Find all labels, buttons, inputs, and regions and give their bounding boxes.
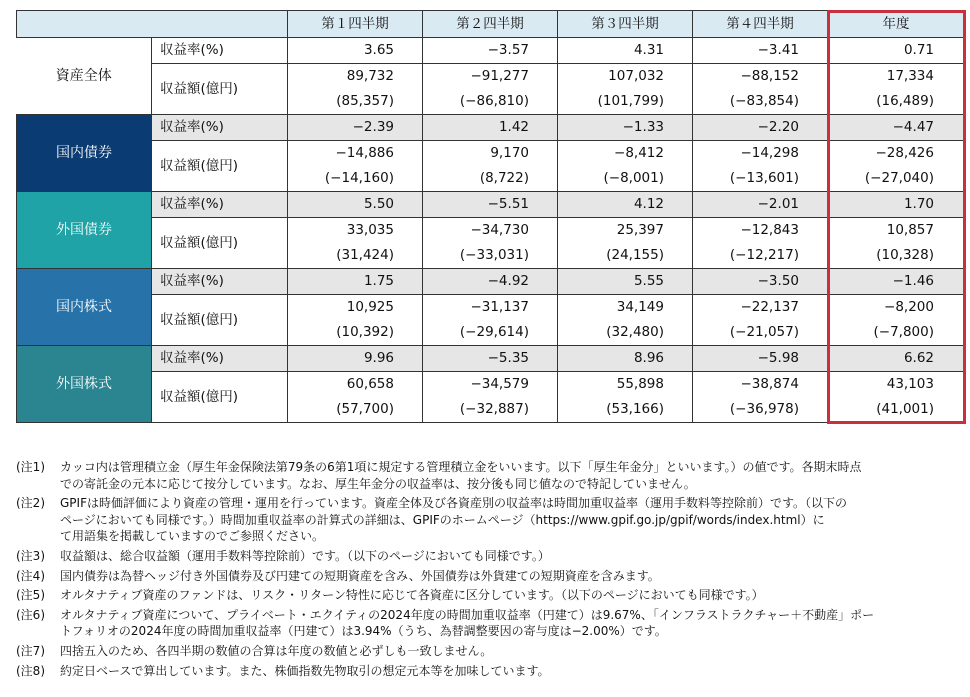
note-tag: (注7) [16, 643, 45, 658]
pension-amount-cell: (−14,160) [288, 166, 423, 192]
rate-cell: −4.92 [423, 269, 558, 295]
amount-cell: 10,925 [288, 295, 423, 321]
note-item [16, 459, 966, 492]
amount-cell: −38,874 [693, 372, 828, 398]
rate-label: 収益率(%) [152, 192, 288, 218]
amount-cell: 107,032 [558, 64, 693, 90]
rate-cell: 1.42 [423, 115, 558, 141]
pension-amount-cell: (−33,031) [423, 243, 558, 269]
rate-cell: −2.20 [693, 115, 828, 141]
pension-amount-cell: (41,001) [828, 397, 965, 423]
amount-cell: −31,137 [423, 295, 558, 321]
pension-amount-cell: (−32,887) [423, 397, 558, 423]
amount-cell: 89,732 [288, 64, 423, 90]
note-line: ページにおいても同様です。）時間加重収益率の計算式の詳細は、GPIFのホームページ（https://www.gpif.go.jp/gpif/words/index.html）に [60, 512, 825, 527]
rate-cell: 4.12 [558, 192, 693, 218]
pension-amount-cell: (−12,217) [693, 243, 828, 269]
header-fiscal-year: 年度 [828, 11, 965, 38]
pension-amount-cell: (16,489) [828, 89, 965, 115]
rate-label: 収益率(%) [152, 346, 288, 372]
asset-class-label: 資産全体 [17, 38, 152, 115]
pension-amount-cell: (53,166) [558, 397, 693, 423]
note-tag: (注4) [16, 568, 45, 583]
table-row [17, 372, 965, 398]
rate-cell: 5.50 [288, 192, 423, 218]
rate-cell: 6.62 [828, 346, 965, 372]
note-tag: (注6) [16, 607, 45, 622]
note-item [16, 568, 966, 585]
pension-amount-cell: (−13,601) [693, 166, 828, 192]
rate-cell: 5.55 [558, 269, 693, 295]
rate-cell: 9.96 [288, 346, 423, 372]
note-tag: (注3) [16, 548, 45, 563]
note-line: て用語集を掲載していますのでご参照ください。 [60, 529, 325, 544]
rate-label: 収益率(%) [152, 38, 288, 64]
rate-cell: −2.39 [288, 115, 423, 141]
table-row [17, 64, 965, 90]
rate-cell: −3.50 [693, 269, 828, 295]
amount-cell: −34,730 [423, 218, 558, 244]
amount-cell: −22,137 [693, 295, 828, 321]
rate-cell: 4.31 [558, 38, 693, 64]
note-line: オルタナティブ資産について、プライベート・エクイティの2024年度の時間加重収益率（円建て）は9.67%、「インフラストラクチャー＋不動産」ポー [60, 607, 875, 622]
note-tag: (注1) [16, 460, 45, 474]
note-item [16, 587, 966, 604]
header-q3: 第３四半期 [558, 11, 693, 38]
table-row [17, 269, 965, 295]
table-row [17, 346, 965, 372]
table-row [17, 192, 965, 218]
pension-amount-cell: (31,424) [288, 243, 423, 269]
note-line: での寄託金の元本に応じて按分しています。なお、厚生年金分の収益率は、按分後も同じ値なので特記していません。 [60, 476, 696, 491]
note-item [16, 495, 966, 545]
header-q2: 第２四半期 [423, 11, 558, 38]
amount-cell: −8,200 [828, 295, 965, 321]
amount-cell: −8,412 [558, 141, 693, 167]
amount-label: 収益額(億円) [152, 141, 288, 192]
table-header-row [17, 11, 965, 38]
note-line: カッコ内は管理積立金（厚生年金保険法第79条の6第1項に規定する管理積立金をいいます。以下「厚生年金分」といいます。）の値です。各期末時点 [60, 460, 862, 474]
amount-cell: 43,103 [828, 372, 965, 398]
pension-amount-cell: (8,722) [423, 166, 558, 192]
amount-cell: −34,579 [423, 372, 558, 398]
table-row [17, 141, 965, 167]
amount-cell: 9,170 [423, 141, 558, 167]
pension-amount-cell: (85,357) [288, 89, 423, 115]
rate-label: 収益率(%) [152, 269, 288, 295]
returns-table-container [16, 10, 964, 423]
rate-cell: −1.46 [828, 269, 965, 295]
pension-amount-cell: (−21,057) [693, 320, 828, 346]
rate-cell: 3.65 [288, 38, 423, 64]
asset-class-label: 外国債券 [17, 192, 152, 269]
header-corner [17, 11, 288, 38]
note-item [16, 663, 966, 680]
rate-cell: −3.41 [693, 38, 828, 64]
amount-label: 収益額(億円) [152, 64, 288, 115]
pension-amount-cell: (−7,800) [828, 320, 965, 346]
rate-cell: −1.33 [558, 115, 693, 141]
table-row [17, 295, 965, 321]
header-q1: 第１四半期 [288, 11, 423, 38]
note-line: 国内債券は為替ヘッジ付き外国債券及び円建ての短期資産を含み、外国債券は外貨建ての短期資産を含みます。 [60, 568, 660, 583]
amount-cell: −28,426 [828, 141, 965, 167]
pension-amount-cell: (32,480) [558, 320, 693, 346]
amount-cell: 25,397 [558, 218, 693, 244]
note-line: 収益額は、総合収益額（運用手数料等控除前）です。（以下のページにおいても同様です。） [60, 548, 550, 563]
asset-class-label: 外国株式 [17, 346, 152, 423]
note-line: 約定日ベースで算出しています。また、株価指数先物取引の想定元本等を加味しています。 [60, 663, 550, 678]
returns-table [16, 10, 965, 423]
rate-cell: 1.70 [828, 192, 965, 218]
note-line: トフォリオの2024年度の時間加重収益率（円建て）は3.94%（うち、為替調整要因の寄与度は−2.00%）です。 [60, 624, 667, 639]
note-tag: (注5) [16, 588, 45, 603]
amount-cell: 34,149 [558, 295, 693, 321]
note-item [16, 607, 966, 640]
pension-amount-cell: (10,328) [828, 243, 965, 269]
pension-amount-cell: (24,155) [558, 243, 693, 269]
amount-label: 収益額(億円) [152, 218, 288, 269]
pension-amount-cell: (−8,001) [558, 166, 693, 192]
pension-amount-cell: (57,700) [288, 397, 423, 423]
rate-cell: 8.96 [558, 346, 693, 372]
note-line: GPIFは時価評価により資産の管理・運用を行っています。資産全体及び各資産別の収益率は時間加重収益率（運用手数料等控除前）です。（以下の [60, 496, 848, 511]
amount-cell: −14,298 [693, 141, 828, 167]
table-row [17, 115, 965, 141]
amount-label: 収益額(億円) [152, 295, 288, 346]
amount-cell: 55,898 [558, 372, 693, 398]
note-tag: (注2) [16, 496, 45, 511]
pension-amount-cell: (10,392) [288, 320, 423, 346]
pension-amount-cell: (−27,040) [828, 166, 965, 192]
header-q4: 第４四半期 [693, 11, 828, 38]
asset-class-label: 国内株式 [17, 269, 152, 346]
amount-cell: −14,886 [288, 141, 423, 167]
asset-class-label: 国内債券 [17, 115, 152, 192]
amount-cell: 60,658 [288, 372, 423, 398]
table-row [17, 218, 965, 244]
rate-label: 収益率(%) [152, 115, 288, 141]
pension-amount-cell: (−36,978) [693, 397, 828, 423]
note-item [16, 643, 966, 660]
rate-cell: −5.98 [693, 346, 828, 372]
pension-amount-cell: (−29,614) [423, 320, 558, 346]
notes-section [16, 459, 966, 682]
note-line: 四捨五入のため、各四半期の数値の合算は年度の数値と必ずしも一致しません。 [60, 643, 493, 658]
amount-cell: −91,277 [423, 64, 558, 90]
pension-amount-cell: (101,799) [558, 89, 693, 115]
rate-cell: −4.47 [828, 115, 965, 141]
rate-cell: −3.57 [423, 38, 558, 64]
pension-amount-cell: (−83,854) [693, 89, 828, 115]
amount-label: 収益額(億円) [152, 372, 288, 423]
pension-amount-cell: (−86,810) [423, 89, 558, 115]
note-tag: (注8) [16, 663, 45, 678]
amount-cell: 33,035 [288, 218, 423, 244]
note-item [16, 548, 966, 565]
amount-cell: 17,334 [828, 64, 965, 90]
amount-cell: 10,857 [828, 218, 965, 244]
rate-cell: 0.71 [828, 38, 965, 64]
rate-cell: −2.01 [693, 192, 828, 218]
rate-cell: −5.35 [423, 346, 558, 372]
note-line: オルタナティブ資産のファンドは、リスク・リターン特性に応じて各資産に区分しています。（以下のページにおいても同様です。） [60, 588, 764, 603]
rate-cell: −5.51 [423, 192, 558, 218]
amount-cell: −88,152 [693, 64, 828, 90]
rate-cell: 1.75 [288, 269, 423, 295]
table-row [17, 38, 965, 64]
amount-cell: −12,843 [693, 218, 828, 244]
